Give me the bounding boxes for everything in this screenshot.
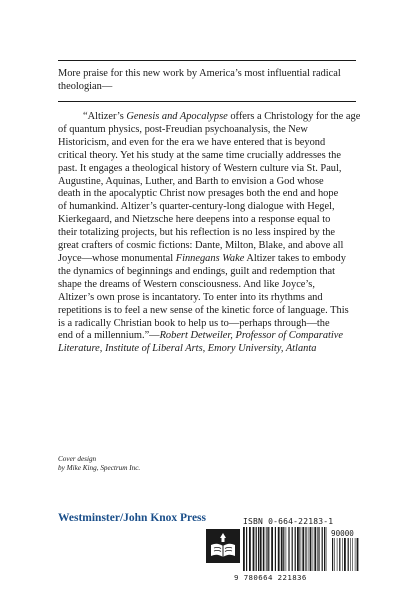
review-quote	[58, 111, 361, 356]
quote-line	[58, 137, 358, 150]
section-rule	[58, 101, 356, 102]
barcode-bar	[265, 527, 266, 571]
barcode-bar	[319, 527, 320, 571]
barcode-addon-number: 90000	[331, 529, 354, 538]
barcode-bar	[292, 527, 293, 571]
quote-text: death in the apocalyptic Christ now presages both the end and hope	[58, 188, 339, 200]
quote-line	[58, 240, 358, 253]
quote-line	[58, 279, 358, 292]
quote-text: Joyce—whose monumental	[58, 252, 176, 264]
barcode-bar	[249, 527, 251, 571]
quote-text: past. It engages a theological history of Western culture via St. Paul,	[58, 162, 342, 174]
quote-line	[58, 343, 358, 356]
barcode-bar	[305, 527, 306, 571]
quote-text: critical theory. Yet his study at the same time crucially addresses the	[58, 149, 341, 161]
quote-text: repetitions is to feel a new sense of the kinetic force of language. This	[58, 304, 349, 316]
barcode-bar	[302, 527, 304, 571]
quote-text: of humankind. Altizer’s quarter-century-long dialogue with Hegel,	[58, 201, 335, 213]
barcode-bar	[253, 527, 255, 571]
quote-text: of quantum physics, post-Freudian psychoanalysis, the New	[58, 123, 308, 135]
cover-credit-line1: Cover design	[58, 455, 97, 463]
barcode-bar	[348, 538, 349, 571]
quote-line	[58, 266, 358, 279]
cover-credit-line2: by Mike King, Spectrum Inc.	[58, 464, 141, 472]
quote-line	[58, 318, 358, 331]
barcode-bar	[295, 527, 296, 571]
barcode-bar	[355, 538, 356, 571]
quote-text: Historicism, and even for the era we have entered that is beyond	[58, 136, 326, 148]
barcode-bar	[283, 527, 284, 571]
quote-italic-text: Genesis and Apocalypse	[126, 111, 228, 122]
barcode-bar	[357, 538, 359, 571]
quote-line	[58, 111, 361, 124]
quote-line	[58, 188, 358, 201]
barcode-bar	[352, 538, 353, 571]
quote-line	[58, 227, 358, 240]
quote-italic-text: Finnegans Wake	[175, 252, 245, 264]
barcode-bar	[263, 527, 264, 571]
quote-line	[58, 214, 358, 227]
barcode-bar	[258, 527, 259, 571]
barcode-bar	[275, 527, 276, 571]
barcode-bar	[324, 527, 325, 571]
barcode-bar	[289, 527, 290, 571]
quote-line	[58, 163, 358, 176]
quote-line	[58, 150, 358, 163]
quote-text: “Altizer’s	[83, 111, 127, 122]
barcode-bar	[268, 527, 269, 571]
quote-line	[58, 176, 358, 189]
quote-text: Altizer’s own prose is incantatory. To enter into its rhythms and	[58, 291, 323, 303]
quote-line	[58, 330, 358, 343]
barcode-bar	[310, 527, 312, 571]
quote-text: their totalizing projects, but his reflection is no less inspired by the	[58, 227, 336, 239]
barcode-bar	[281, 527, 283, 571]
barcode-bar	[308, 527, 309, 571]
quote-text: end of a millennium.”—	[58, 330, 160, 342]
barcode-bar	[342, 538, 343, 571]
barcode-bar	[313, 527, 314, 571]
quote-text: shape the dreams of Western consciousness. And like Joyce’s,	[58, 278, 315, 290]
barcode-bar	[339, 538, 340, 571]
barcode-bar	[332, 538, 333, 571]
book-lamp-icon	[206, 529, 240, 563]
barcode-bar	[271, 527, 273, 571]
barcode-bar	[350, 538, 351, 571]
ean-number: 9 780664 221836	[234, 573, 307, 582]
quote-text: the dynamics of beginnings and endings, guilt and redemption that	[58, 265, 336, 277]
barcode-bar	[337, 538, 338, 571]
barcode-bar	[317, 527, 318, 571]
barcode-bar	[256, 527, 257, 571]
barcode-bar	[322, 527, 323, 571]
quote-line	[58, 305, 358, 318]
quote-text: is a radically Christian book to help us to—perhaps through—the	[58, 317, 330, 329]
barcode-bar	[314, 527, 316, 571]
quote-text: Altizer takes to embody	[244, 252, 346, 264]
barcode-addon	[332, 538, 360, 571]
cover-credit	[58, 455, 140, 473]
isbn-text: ISBN 0-664-22183-1	[243, 517, 334, 526]
quote-italic-text: Robert Detweiler, Professor of Comparative	[159, 330, 344, 342]
publisher-logo	[206, 529, 240, 563]
quote-italic-text: Literature, Institute of Liberal Arts, Emory University, Atlanta	[58, 343, 317, 355]
barcode-bar	[299, 527, 300, 571]
barcode-bar	[246, 527, 247, 571]
quote-line	[58, 253, 358, 266]
quote-line	[58, 292, 358, 305]
barcode-bar	[243, 527, 245, 571]
barcode-bar	[297, 527, 299, 571]
barcode-bar	[344, 538, 346, 571]
quote-line	[58, 124, 358, 137]
barcode-bar	[334, 538, 335, 571]
quote-text: offers a Christology for the age	[227, 111, 361, 122]
barcode-bar	[286, 527, 287, 571]
quote-text: great crafters of cosmic fictions: Dante, Milton, Blake, and above all	[58, 240, 344, 252]
top-rule	[58, 60, 356, 61]
quote-text: Kierkegaard, and Nietzsche here deepens into a response equal to	[58, 214, 331, 226]
quote-line	[58, 201, 358, 214]
intro-text: More praise for this new work by America’s most influential radical theologian—	[58, 68, 341, 92]
barcode-bar	[288, 527, 289, 571]
barcode-main	[243, 527, 328, 571]
barcode-bar	[260, 527, 262, 571]
barcode-bar	[278, 527, 280, 571]
publisher-name: Westminster/John Knox Press	[58, 512, 207, 524]
barcode-bar	[326, 527, 327, 571]
quote-text: Augustine, Aquinas, Luther, and Barth to envision a God whose	[58, 175, 324, 187]
barcode-bar	[301, 527, 302, 571]
barcode-bar	[266, 527, 267, 571]
